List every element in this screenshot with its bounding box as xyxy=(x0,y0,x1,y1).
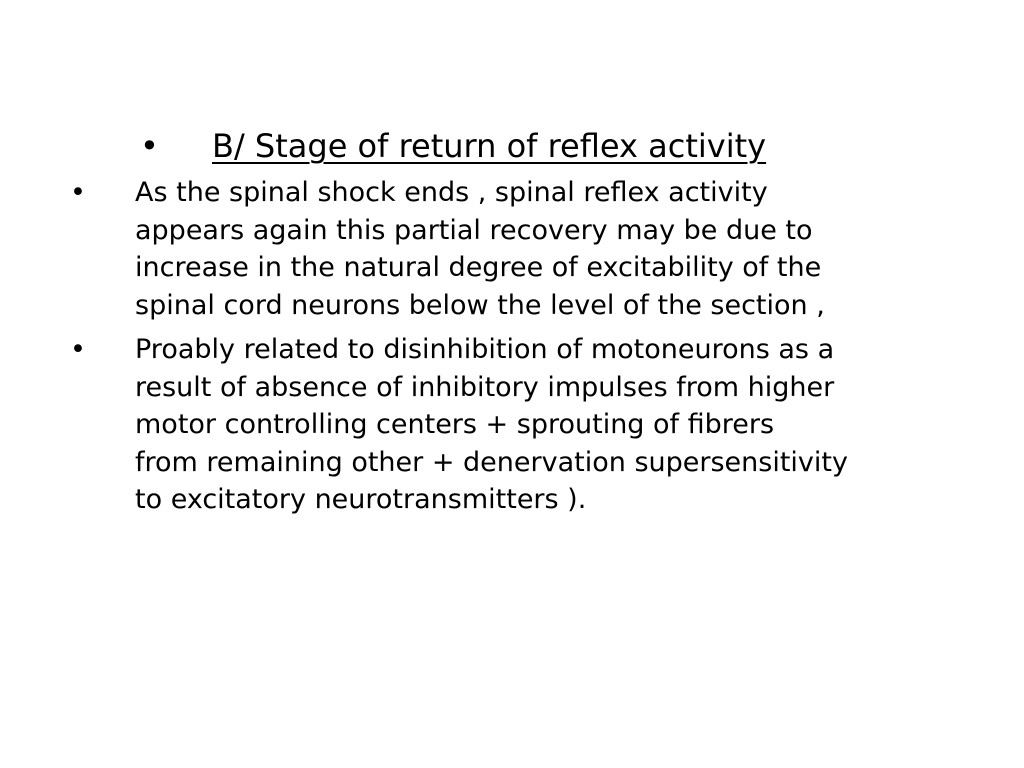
list-item-text: As the spinal shock ends , spinal reflex activity appears again this partial recovery may be due to increase in the natural degree of excitability of the spinal cord neurons below the level of the section , xyxy=(135,177,825,321)
bullet-icon: • xyxy=(70,334,86,365)
slide-heading-row xyxy=(140,124,1000,168)
slide-heading: B/ Stage of return of reflex activity xyxy=(212,127,767,165)
bullet-icon: • xyxy=(70,177,86,208)
list-item-text: Proably related to disinhibition of motoneurons as a result of absence of inhibitory impulses from higher motor controlling centers + sprouting of fibrers from remaining other + denervation supersensitivity to excitatory neurotransmitters ). xyxy=(135,334,848,515)
bullet-icon: • xyxy=(140,127,159,165)
